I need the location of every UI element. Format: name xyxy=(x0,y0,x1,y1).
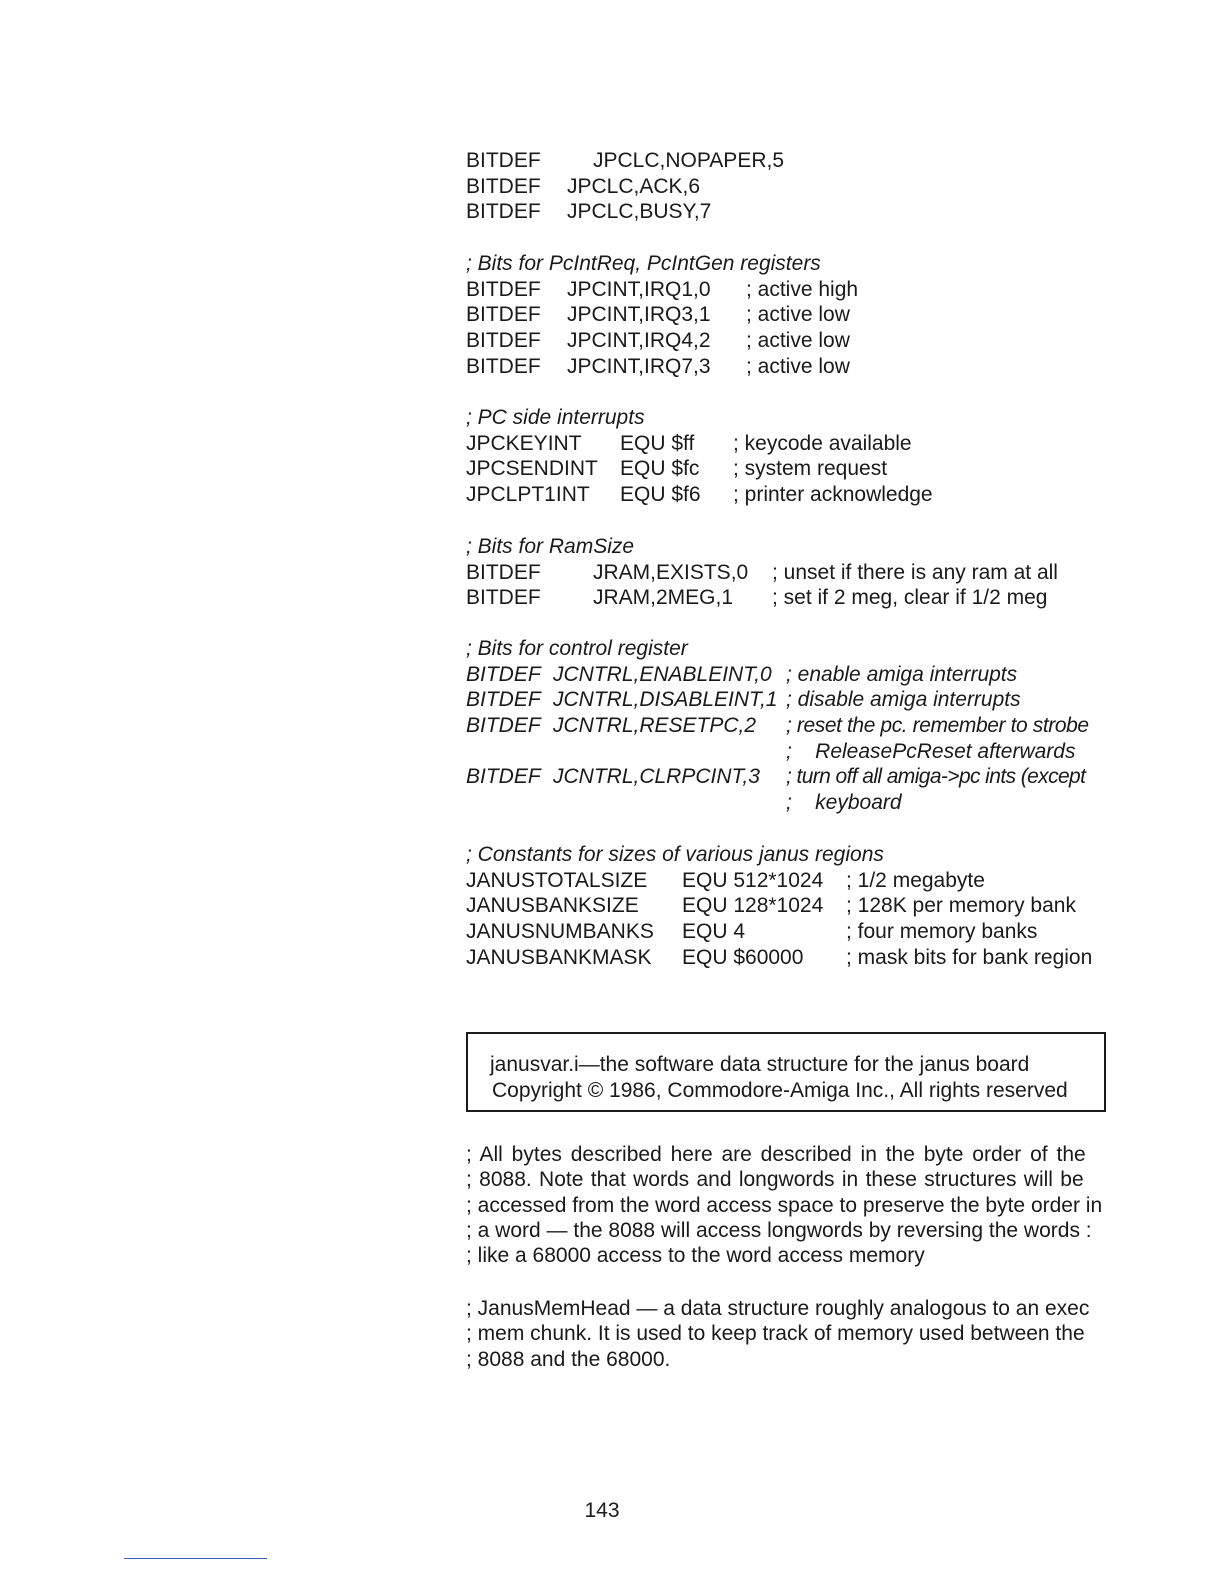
code-line xyxy=(466,354,1126,380)
code-comment: ; disable amiga interrupts xyxy=(786,688,1021,712)
code-comment: ; active high xyxy=(746,277,859,301)
code-comment: ; set if 2 meg, clear if 1/2 meg xyxy=(772,586,1048,610)
janus-constants-block xyxy=(466,842,1126,970)
code-symbol: JPCLPT1INT xyxy=(466,483,590,507)
code-value: EQU $60000 xyxy=(682,945,804,969)
comment-line: ; a word — the 8088 will access longwords by reversing the words : xyxy=(466,1218,1092,1242)
code-operand: JCNTRL,CLRPCINT,3 xyxy=(553,765,760,789)
section-comment: ; Bits for PcIntReq, PcIntGen registers xyxy=(466,252,821,275)
code-line xyxy=(466,148,1126,174)
code-line xyxy=(466,174,1126,200)
code-operand: JPCINT,IRQ3,1 xyxy=(567,303,711,327)
code-symbol: JPCSENDINT xyxy=(466,457,598,481)
code-value: EQU 4 xyxy=(682,920,746,944)
comment-line: ; 8088 and the 68000. xyxy=(466,1347,671,1371)
code-comment: ; ReleasePcReset afterwards xyxy=(786,739,1076,763)
code-operand: JPCLC,NOPAPER,5 xyxy=(593,149,784,172)
code-operand: JPCINT,IRQ1,0 xyxy=(567,277,711,301)
code-keyword: BITDEF xyxy=(466,329,541,353)
code-operand: JPCINT,IRQ4,2 xyxy=(567,329,711,353)
code-keyword: BITDEF xyxy=(466,354,541,378)
code-symbol: JANUSBANKMASK xyxy=(466,945,652,969)
section-comment: ; PC side interrupts xyxy=(466,406,645,429)
code-line xyxy=(466,431,1126,457)
comment-line: ; 8088. Note that words and longwords in these structures will be xyxy=(466,1168,1084,1192)
code-keyword: BITDEF xyxy=(466,714,541,738)
code-comment: ; 128K per memory bank xyxy=(846,894,1076,918)
code-value: EQU 128*1024 xyxy=(682,894,824,918)
code-line xyxy=(466,713,1126,739)
code-keyword: BITDEF xyxy=(466,303,541,327)
code-line xyxy=(466,662,1126,688)
code-keyword: BITDEF xyxy=(466,586,541,610)
comment-line: ; accessed from the word access space to preserve the byte order in xyxy=(466,1193,1103,1217)
code-comment: ; active low xyxy=(746,303,850,327)
code-keyword: BITDEF xyxy=(466,560,541,584)
code-line xyxy=(466,893,1126,919)
code-line xyxy=(466,585,1126,611)
code-line xyxy=(466,919,1126,945)
bitdef-jpclc-block xyxy=(466,148,1126,225)
code-comment: ; four memory banks xyxy=(846,920,1038,944)
section-comment: ; Bits for control register xyxy=(466,637,688,660)
code-operand: JRAM,2MEG,1 xyxy=(593,586,734,610)
code-operand: JPCLC,BUSY,7 xyxy=(567,200,712,224)
code-keyword: BITDEF xyxy=(466,662,541,686)
code-keyword: BITDEF xyxy=(466,688,541,712)
code-comment: ; system request xyxy=(733,457,888,481)
code-comment: ; turn off all amiga->pc ints (except xyxy=(786,765,1086,789)
code-line xyxy=(466,764,1126,790)
code-symbol: JANUSNUMBANKS xyxy=(466,920,654,944)
code-line xyxy=(466,945,1126,971)
code-comment: ; unset if there is any ram at all xyxy=(772,560,1058,584)
code-line xyxy=(466,302,1126,328)
section-comment: ; Constants for sizes of various janus regions xyxy=(466,843,884,866)
control-register-block xyxy=(466,636,1126,816)
comment-line: ; JanusMemHead — a data structure roughly analogous to an exec xyxy=(466,1297,1090,1320)
janusmemhead-comment xyxy=(466,1296,1106,1372)
ramsize-block xyxy=(466,534,1126,611)
code-symbol: JANUSBANKSIZE xyxy=(466,894,639,918)
code-line xyxy=(466,739,1126,765)
code-line xyxy=(466,456,1126,482)
code-comment: ; active low xyxy=(746,354,850,378)
file-header-box xyxy=(466,1032,1106,1112)
comment-line: ; mem chunk. It is used to keep track of memory used between the xyxy=(466,1322,1085,1346)
code-value: EQU $fc xyxy=(620,457,700,481)
code-keyword: BITDEF xyxy=(466,765,541,789)
code-value: EQU $f6 xyxy=(620,483,701,507)
code-operand: JCNTRL,RESETPC,2 xyxy=(553,714,757,738)
page-number: 143 xyxy=(584,1499,620,1522)
code-comment: ; reset the pc. remember to strobe xyxy=(786,714,1089,738)
footer-rule xyxy=(124,1558,267,1559)
pc-side-interrupts-block xyxy=(466,405,1126,508)
section-comment: ; Bits for RamSize xyxy=(466,535,635,558)
code-operand: JCNTRL,ENABLEINT,0 xyxy=(553,662,772,686)
code-line xyxy=(466,328,1126,354)
code-symbol: JANUSTOTALSIZE xyxy=(466,868,648,892)
code-line xyxy=(466,277,1126,303)
code-comment: ; keyboard xyxy=(786,791,902,815)
code-symbol: JPCKEYINT xyxy=(466,431,582,455)
copyright-line: Copyright © 1986, Commodore-Amiga Inc., All rights reserved xyxy=(492,1079,1068,1102)
code-operand: JPCINT,IRQ7,3 xyxy=(567,354,711,378)
code-comment: ; printer acknowledge xyxy=(733,483,933,507)
code-keyword: BITDEF xyxy=(466,174,541,198)
code-line xyxy=(466,687,1126,713)
code-keyword: BITDEF xyxy=(466,200,541,224)
code-operand: JPCLC,ACK,6 xyxy=(567,174,701,198)
comment-line: ; All bytes described here are described in the byte order of the xyxy=(466,1143,1086,1166)
code-comment: ; active low xyxy=(746,329,850,353)
code-comment: ; keycode available xyxy=(733,431,912,455)
byte-order-comment xyxy=(466,1142,1106,1268)
code-line xyxy=(466,199,1126,225)
file-header-title: janusvar.i—the software data structure for the janus board xyxy=(490,1053,1030,1076)
code-keyword: BITDEF xyxy=(466,277,541,301)
code-keyword: BITDEF xyxy=(466,149,541,172)
bitdef-jpcint-block xyxy=(466,251,1126,379)
code-value: EQU $ff xyxy=(620,431,695,455)
code-value: EQU 512*1024 xyxy=(682,868,824,892)
code-comment: ; enable amiga interrupts xyxy=(786,662,1018,686)
comment-line: ; like a 68000 access to the word access memory xyxy=(466,1244,925,1268)
code-operand: JRAM,EXISTS,0 xyxy=(593,560,749,584)
code-line xyxy=(466,790,1126,816)
code-line xyxy=(466,560,1126,586)
code-comment: ; 1/2 megabyte xyxy=(846,868,985,892)
code-operand: JCNTRL,DISABLEINT,1 xyxy=(553,688,778,712)
code-comment: ; mask bits for bank region xyxy=(846,945,1093,969)
code-line xyxy=(466,482,1126,508)
code-line xyxy=(466,868,1126,894)
